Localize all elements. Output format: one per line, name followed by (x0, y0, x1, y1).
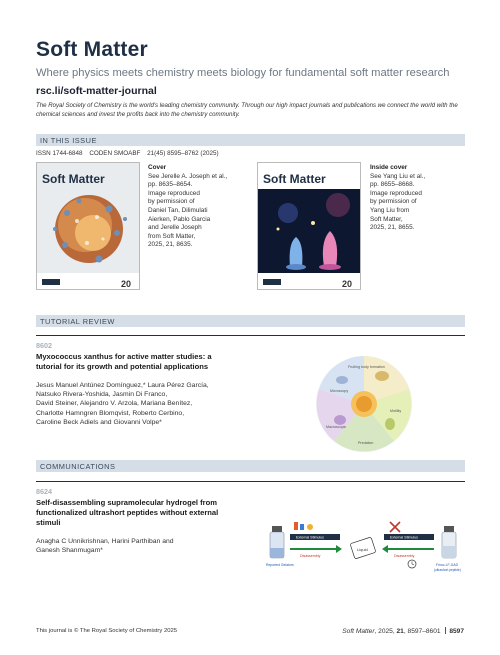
citation-journal: Soft Matter (342, 628, 375, 635)
cover-line: by permission of (148, 198, 195, 206)
inside-cover-heading: Inside cover (370, 164, 408, 171)
article-title-line: Self-disassembling supramolecular hydrogel from (36, 498, 218, 507)
page-number: 8597 (449, 628, 464, 635)
communication-graphical-abstract (266, 518, 466, 580)
author-line: Natsuko Rivera-Yoshida, Jasmin Di Franco, (36, 391, 168, 399)
figure-label: Microscopy (330, 389, 349, 393)
footer-divider (445, 627, 446, 634)
section-tutorial-review (36, 315, 465, 327)
cover-line: from Soft Matter, (148, 232, 196, 240)
figure-label: External Stimulus (296, 535, 324, 540)
svg-text:20: 20 (342, 279, 353, 289)
cover-line: 2025, 21, 8635. (148, 241, 193, 249)
volume-pages: 21(45) 8595–8762 (2025) (147, 150, 219, 157)
cover-thumb-title: Soft Matter (42, 172, 105, 186)
cover-line: Soft Matter, (370, 215, 403, 223)
cover-line: pp. 8635–8654. (148, 181, 193, 189)
svg-text:20: 20 (121, 279, 132, 289)
figure-label: Fruiting body formation (348, 365, 385, 369)
inside-cover-artwork (258, 163, 361, 290)
article-title-line: functionalized ultrashort peptides without external (36, 508, 219, 517)
citation-volume: 21 (396, 628, 404, 635)
article-authors (36, 381, 209, 427)
issn: ISSN 1744-6848 (36, 150, 83, 157)
section-divider (36, 481, 465, 482)
cover-line: pp. 8655–8668. (370, 181, 415, 189)
cover-line: See Jerelle A. Joseph et al., (148, 172, 228, 180)
citation-pages: , 8597–8601 (403, 628, 441, 635)
section-divider (36, 335, 465, 336)
cover-line: Aierken, Pablo Garcia (148, 215, 211, 223)
author-line: Ganesh Shanmugam* (36, 547, 103, 555)
article-title-line: stimuli (36, 518, 61, 527)
figure-label: Reported Gelators (266, 563, 294, 567)
footer-citation (342, 627, 464, 635)
article-page-number: 8624 (36, 487, 52, 496)
section-in-this-issue (36, 134, 465, 146)
article-title[interactable] (36, 498, 218, 528)
author-line: David Steiner, Alejandro V. Arzola, Mariana Benítez, (36, 400, 193, 408)
section-label: IN THIS ISSUE (40, 135, 97, 145)
figure-label: Motility (390, 409, 402, 413)
article-title-line: tutorial for its growth and potential applications (36, 362, 209, 371)
cover-line: Yang Liu from (370, 206, 410, 214)
inside-cover-caption (370, 164, 425, 233)
cover-line: by permission of (370, 198, 417, 206)
article-authors (36, 537, 174, 555)
author-line: Charlotte Hamngren Blomqvist, Roberto Cerbino, (36, 409, 185, 417)
coden: CODEN SMOABF (89, 150, 141, 157)
cover-caption (148, 164, 227, 250)
section-communications (36, 460, 465, 472)
figure-label: Predation (358, 441, 374, 445)
figure-label: External Stimulus (390, 535, 418, 540)
rsc-blurb: The Royal Society of Chemistry is the world's leading chemistry community. Through our high impact journals and publications we connect the world with the chemical sciences and invest the profits back into the chemistry community. (36, 102, 458, 118)
figure-label: (ultrashort peptide) (434, 568, 461, 572)
journal-tagline: Where physics meets chemistry meets biology for fundamental soft matter research (36, 67, 450, 79)
cover-artwork (37, 163, 140, 290)
article-title-line: Myxococcus xanthus for active matter studies: a (36, 352, 212, 361)
cover-image[interactable] (36, 162, 140, 290)
journal-url-link[interactable]: rsc.li/soft-matter-journal (36, 85, 157, 97)
inside-cover-image[interactable] (257, 162, 361, 290)
figure-label: Disassembly (394, 554, 415, 558)
author-line: Caroline Beck Adiels and Giovanni Volpe* (36, 418, 162, 426)
article-page-number: 8602 (36, 341, 52, 350)
journal-title: Soft Matter (36, 38, 148, 61)
author-line: Anagha C Unnikrishnan, Harini Parthiban and (36, 538, 174, 545)
tutorial-graphical-abstract (312, 354, 416, 454)
figure-label: Macroscopic (326, 425, 347, 429)
cover-line: and Jerelle Joseph (148, 224, 202, 232)
citation-year: , 2025, (374, 628, 397, 635)
article-title[interactable] (36, 352, 212, 372)
figure-label: Fmoc-LF-GAD (436, 563, 459, 567)
cover-line: See Yang Liu et al., (370, 172, 426, 180)
inside-cover-thumb-title: Soft Matter (263, 172, 326, 186)
author-line: Jesus Manuel Antúnez Domínguez,* Laura Pérez García, (36, 382, 209, 389)
figure-label: Disassembly (300, 554, 321, 558)
figure-label: Liquid (357, 547, 368, 552)
cover-line: Image reproduced (370, 189, 422, 197)
cover-heading: Cover (148, 164, 167, 171)
section-label: COMMUNICATIONS (40, 461, 116, 471)
cover-line: 2025, 21, 8655. (370, 224, 415, 232)
cover-line: Image reproduced (148, 189, 200, 197)
issue-info (36, 150, 219, 157)
cover-line: Daniel Tan, Dilimulati (148, 206, 208, 214)
section-label: TUTORIAL REVIEW (40, 316, 115, 326)
footer-copyright: This journal is © The Royal Society of Chemistry 2025 (36, 628, 178, 634)
